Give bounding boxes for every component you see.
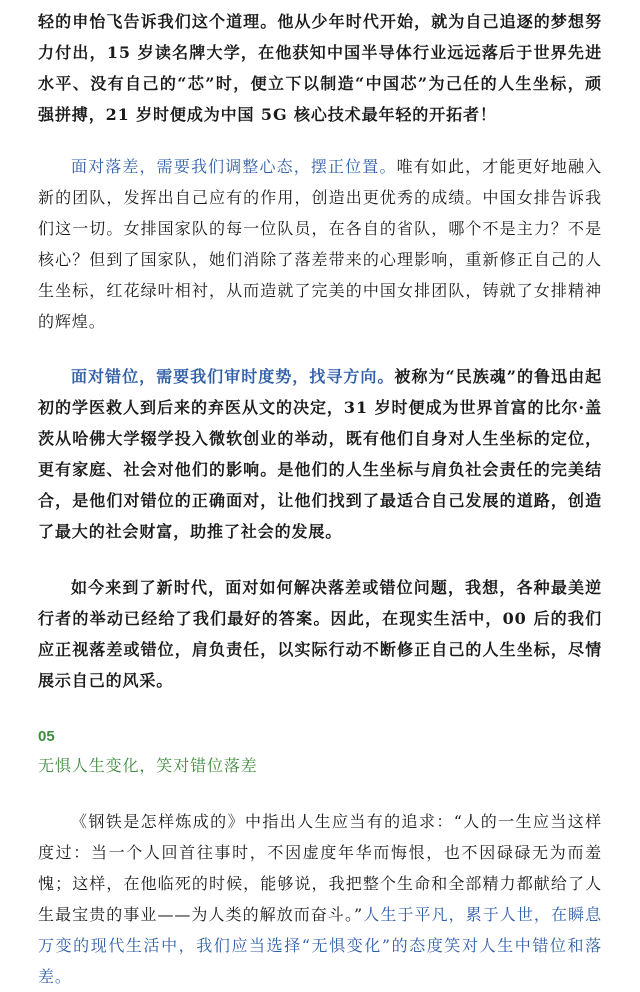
paragraph-1 <box>38 6 602 130</box>
paragraph-5-highlight: 人生于平凡，累于人世，在瞬息万变的现代生活中，我们应当选择“无惧变化”的态度笑对人生中错位和落差。 <box>38 905 602 986</box>
paragraph-2 <box>38 151 602 337</box>
paragraph-5 <box>38 806 602 992</box>
paragraph-4 <box>38 572 602 696</box>
paragraph-3 <box>38 361 602 547</box>
paragraph-4-text: 如今来到了新时代，面对如何解决落差或错位问题，我想，各种最美逆行者的举动已经给了我们最好的答案。因此，在现实生活中，00 后的我们应正视落差或错位，肩负责任，以实际行动不断修正自己的人生坐标，尽情展示自己的风采。 <box>38 578 602 690</box>
paragraph-2-highlight: 面对落差，需要我们调整心态，摆正位置。 <box>71 157 397 176</box>
section-number: 05 <box>38 728 55 745</box>
paragraph-1-text: 轻的申怡飞告诉我们这个道理。他从少年时代开始，就为自己追逐的梦想努力付出，15 岁读名牌大学，在他获知中国半导体行业远远落后于世界先进水平、没有自己的“芯”时，便立下以制造“中国芯”为己任的人生坐标，顽强拼搏，21 岁时便成为中国 5G 核心技术最年轻的开拓者！ <box>38 12 602 124</box>
section-title: 无惧人生变化，笑对错位落差 <box>38 756 258 775</box>
paragraph-5-text: 《钢铁是怎样炼成的》中指出人生应当有的追求：“人的一生应当这样度过：当一个人回首往事时，不因虚度年华而悔恨，也不因碌碌无为而羞愧；这样，在他临死的时候，能够说，我把整个生命和全部精力都献给了人生最宝贵的事业——为人类的解放而奋斗。” <box>38 812 602 924</box>
paragraph-2-text: 唯有如此，才能更好地融入新的团队，发挥出自己应有的作用，创造出更优秀的成绩。中国女排告诉我们这一切。女排国家队的每一位队员，在各自的省队，哪个不是主力？不是核心？但到了国家队，她们消除了落差带来的心理影响，重新修正自己的人生坐标，红花绿叶相衬，从而造就了完美的中国女排团队，铸就了女排精神的辉煌。 <box>38 157 602 331</box>
paragraph-3-text: 被称为“民族魂”的鲁迅由起初的学医救人到后来的弃医从文的决定，31 岁时便成为世界首富的比尔·盖茨从哈佛大学辍学投入微软创业的举动，既有他们自身对人生坐标的定位，更有家庭、社会对他们的影响。是他们的人生坐标与肩负社会责任的完美结合，是他们对错位的正确面对，让他们找到了最适合自己发展的道路，创造了最大的社会财富，助推了社会的发展。 <box>38 367 602 541</box>
paragraph-3-highlight: 面对错位，需要我们审时度势，找寻方向。 <box>71 367 395 386</box>
